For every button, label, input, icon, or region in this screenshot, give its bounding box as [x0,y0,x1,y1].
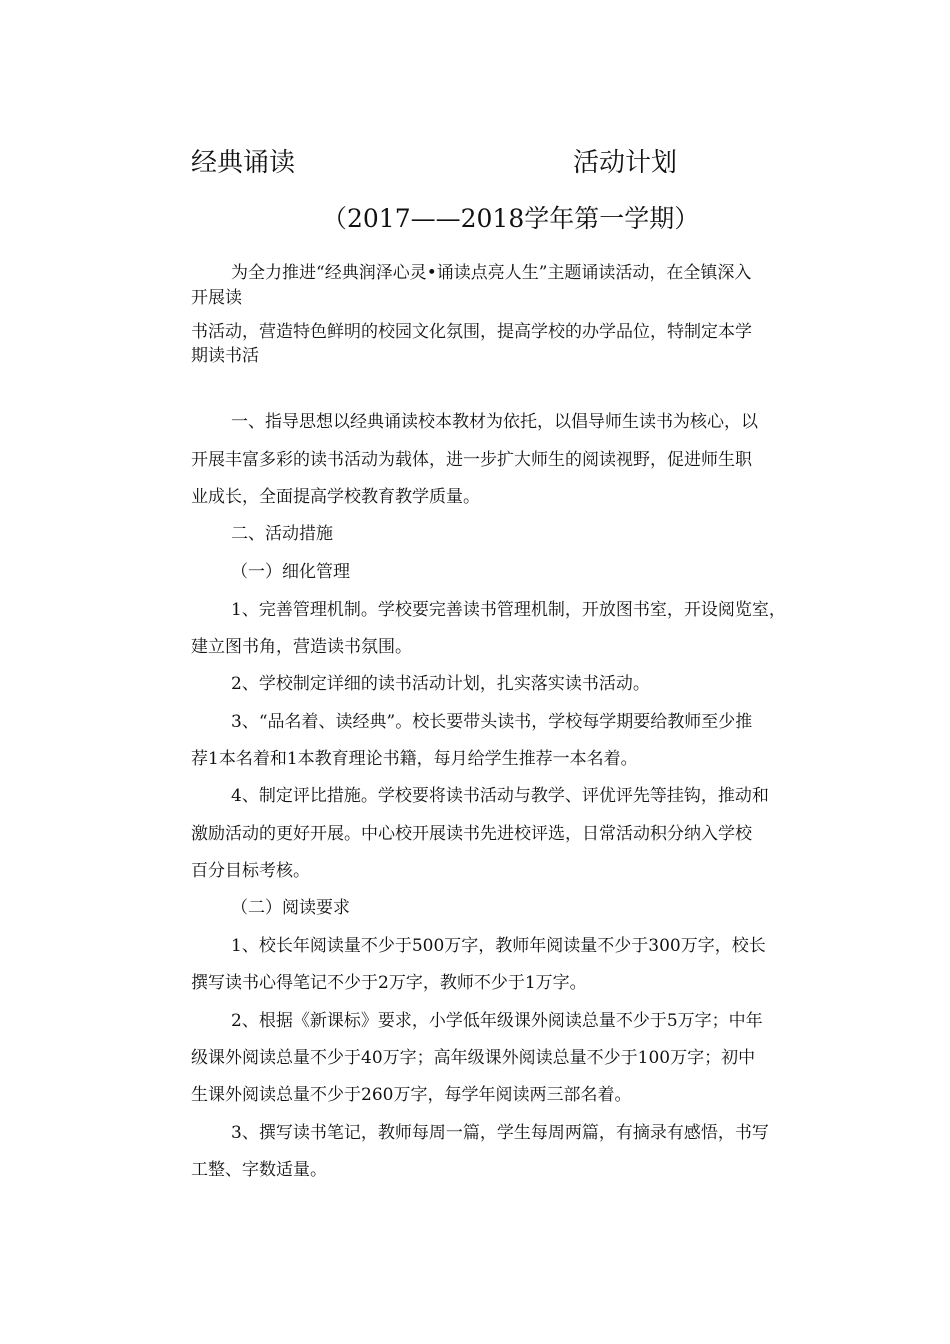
paragraph-line: 为全力推进“经典润泽心灵•诵读点亮人生”主题诵读活动，在全镇深入 [231,263,752,283]
section-heading: 二、活动措施 [231,524,333,544]
paragraph-line: 建立图书角，营造读书氛围。 [191,637,412,657]
paragraph-line: 开展读 [191,288,242,308]
paragraph-line: 1、完善管理机制。学校要完善读书管理机制，开放图书室，开设阅览室， [231,600,786,620]
paragraph-line: 2、学校制定详细的读书活动计划，扎实落实读书活动。 [231,674,650,694]
subsection-heading: （一）细化管理 [231,562,350,582]
paragraph-line: 荐1本名着和1本教育理论书籍，每月给学生推荐一本名着。 [191,749,638,769]
paragraph-line: 3、撰写读书笔记，教师每周一篇，学生每周两篇，有摘录有感悟，书写 [231,1123,769,1143]
paragraph-line: 1、校长年阅读量不少于500万字，教师年阅读量不少于300万字，校长 [231,936,766,956]
paragraph-line: 工整、字数适量。 [191,1160,327,1180]
document-subtitle: （2017——2018学年第一学期） [322,204,700,233]
document-title-part-1: 经典诵读 [191,148,296,178]
paragraph-line: 期读书活 [191,346,259,366]
paragraph-line: 书活动，营造特色鲜明的校园文化氛围，提高学校的办学品位，特制定本学 [191,322,752,342]
paragraph-line: 3、“品名着、读经典”。校长要带头读书，学校每学期要给教师至少推 [231,712,753,732]
paragraph-line: 一、指导思想以经典诵读校本教材为依托，以倡导师生读书为核心，以 [231,412,758,432]
subsection-heading: （二）阅读要求 [231,898,350,918]
paragraph-line: 4、制定评比措施。学校要将读书活动与教学、评优评先等挂钩，推动和 [231,786,769,806]
paragraph-line: 撰写读书心得笔记不少于2万字，教师不少于1万字。 [191,973,587,993]
paragraph-line: 生课外阅读总量不少于260万字，每学年阅读两三部名着。 [191,1085,632,1105]
paragraph-line: 2、根据《新课标》要求，小学低年级课外阅读总量不少于5万字；中年 [231,1011,763,1031]
paragraph-line: 业成长，全面提高学校教育教学质量。 [191,487,480,507]
paragraph-line: 开展丰富多彩的读书活动为载体，进一步扩大师生的阅读视野，促进师生职 [191,450,752,470]
document-title-part-2: 活动计划 [573,148,678,178]
paragraph-line: 激励活动的更好开展。中心校开展读书先进校评选，日常活动积分纳入学校 [191,824,752,844]
paragraph-line: 百分目标考核。 [191,861,310,881]
paragraph-line: 级课外阅读总量不少于40万字；高年级课外阅读总量不少于100万字；初中 [191,1048,756,1068]
